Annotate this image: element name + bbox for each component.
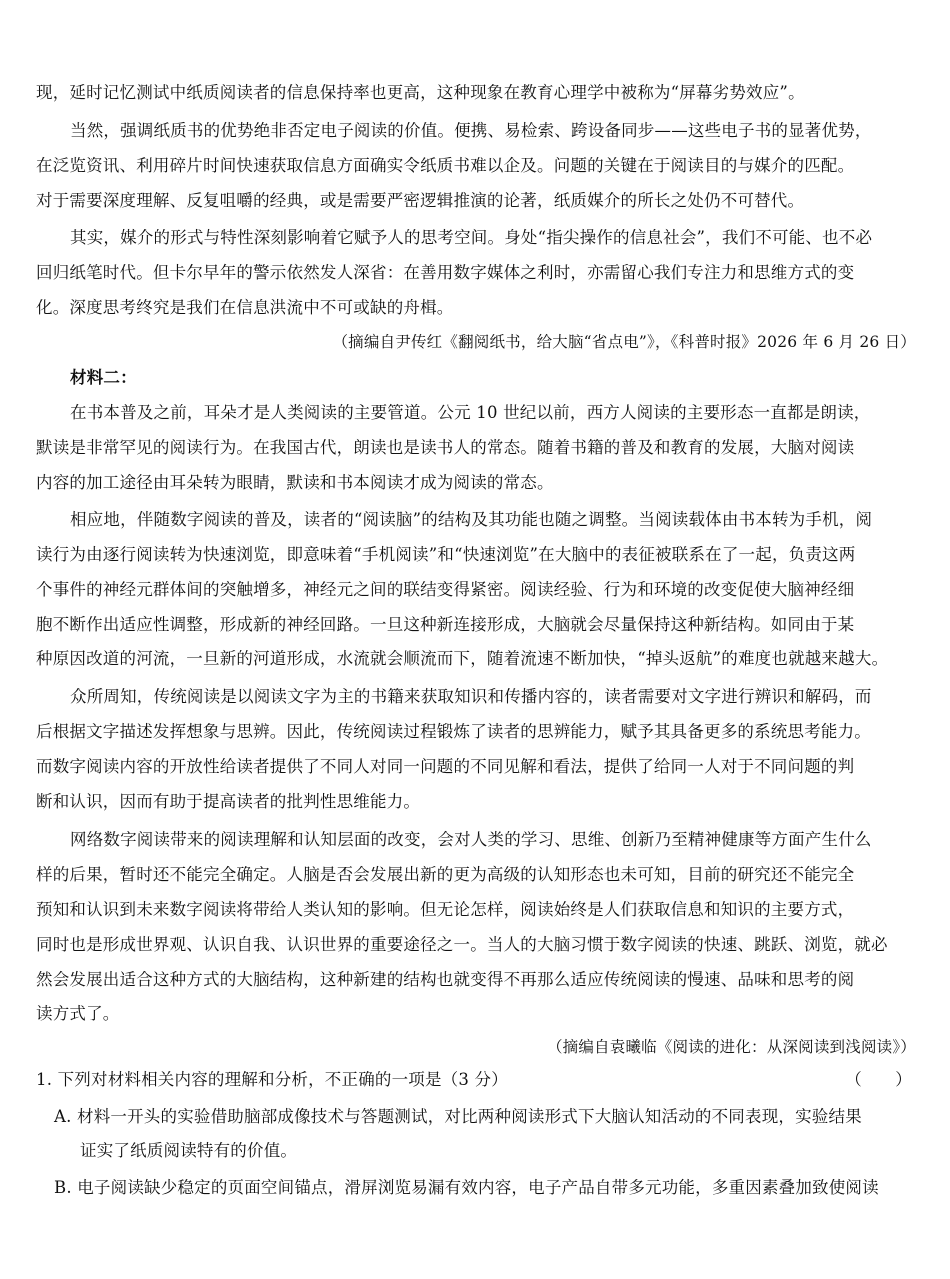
m2-line-16: 同时也是形成世界观、认识自我、认识世界的重要途径之一。当人的大脑习惯于数字阅读的快速、跳跃、浏览，就必 (36, 935, 888, 954)
m2-line-15: 预知和认识到未来数字阅读将带给人类认知的影响。但无论怎样，阅读始终是人们获取信息和知识的主要方式， (36, 900, 855, 919)
m2-source: （摘编自袁曦临《阅读的进化：从深阅读到浅阅读》） (546, 1038, 916, 1056)
m1-source: （摘编自尹传红《翻阅纸书，给大脑“省点电”》，《科普时报》2026 年 6 月 26 日） (332, 333, 916, 351)
m1-line-6: 回归纸笔时代。但卡尔早年的警示依然发人深省：在善用数字媒体之利时，亦需留心我们专注力和思维方式的变 (36, 263, 855, 282)
option-a-line-2: 证实了纸质阅读特有的价值。 (80, 1141, 298, 1160)
question-1-text: 1. 下列对材料相关内容的理解和分析，不正确的一项是（3 分） (36, 1070, 508, 1089)
m2-line-14: 样的后果，暂时还不能完全确定。人脑是否会发展出新的更为高级的认知形态也未可知，目前的研究还不能完全 (36, 865, 855, 884)
m2-line-18: 读方式了。 (36, 1004, 120, 1023)
m2-line-5: 读行为由逐行阅读转为快速浏览，即意味着“手机阅读”和“快速浏览”在大脑中的表征被联系在了一起，负责这两 (36, 545, 856, 564)
m1-line-1: 现，延时记忆测试中纸质阅读者的信息保持率也更高，这种现象在教育心理学中被称为“屏幕劣势效应”。 (36, 83, 805, 102)
option-a-line-1: A. 材料一开头的实验借助脑部成像技术与答题测试，对比两种阅读形式下大脑认知活动的不同表现，实验结果 (54, 1107, 862, 1126)
m2-line-2: 默读是非常罕见的阅读行为。在我国古代，朗读也是读书人的常态。随着书籍的普及和教育的发展，大脑对阅读 (36, 438, 855, 457)
m2-line-12: 断和认识，因而有助于提高读者的批判性思维能力。 (36, 792, 421, 811)
m2-line-6: 个事件的神经元群体间的突触增多，神经元之间的联结变得紧密。阅读经验、行为和环境的改变促使大脑神经细 (36, 580, 855, 599)
m2-line-9: 众所周知，传统阅读是以阅读文字为主的书籍来获取知识和传播内容的，读者需要对文字进行辨识和解码，而 (70, 687, 872, 706)
m2-line-7: 胞不断作出适应性调整，形成新的神经回路。一旦这种新连接形成，大脑就会尽量保持这种新结构。如同由于某 (36, 615, 855, 634)
m1-line-7: 化。深度思考终究是我们在信息洪流中不可或缺的舟楫。 (36, 298, 454, 317)
m2-heading: 材料二： (70, 368, 137, 387)
m2-line-1: 在书本普及之前，耳朵才是人类阅读的主要管道。公元 10 世纪以前，西方人阅读的主要形态一直都是朗读， (70, 403, 871, 422)
m2-line-10: 后根据文字描述发挥想象与思辨。因此，传统阅读过程锻炼了读者的思辨能力，赋予其具备更多的系统思考能力。 (36, 722, 871, 741)
m2-line-3: 内容的加工途径由耳朵转为眼睛，默读和书本阅读才成为阅读的常态。 (36, 473, 554, 492)
m2-line-8: 种原因改道的河流，一旦新的河道形成，水流就会顺流而下，随着流速不断加快，“掉头返航”的难度也就越来越大。 (36, 649, 889, 668)
m2-line-17: 然会发展出适合这种方式的大脑结构，这种新建的结构也就变得不再那么适应传统阅读的慢速、品味和思考的阅 (36, 970, 855, 989)
m2-line-11: 而数字阅读内容的开放性给读者提供了不同人对同一问题的不同见解和看法，提供了给同一人对于不同问题的判 (36, 757, 855, 776)
m1-line-2: 当然，强调纸质书的优势绝非否定电子阅读的价值。便携、易检索、跨设备同步——这些电子书的显著优势， (70, 121, 872, 140)
m1-line-4: 对于需要深度理解、反复咀嚼的经典，或是需要严密逻辑推演的论著，纸质媒介的所长之处仍不可替代。 (36, 191, 805, 210)
answer-parentheses: （ ） (845, 1070, 912, 1089)
m1-line-3: 在泛览资讯、利用碎片时间快速获取信息方面确实令纸质书难以企及。问题的关键在于阅读目的与媒介的匹配。 (36, 156, 855, 175)
m1-line-5: 其实，媒介的形式与特性深刻影响着它赋予人的思考空间。身处“指尖操作的信息社会”，我们不可能、也不必 (70, 228, 873, 247)
m2-line-13: 网络数字阅读带来的阅读理解和认知层面的改变，会对人类的学习、思维、创新乃至精神健康等方面产生什么 (70, 830, 872, 849)
question-1-stem (36, 1069, 916, 1091)
m2-line-4: 相应地，伴随数字阅读的普及，读者的“阅读脑”的结构及其功能也随之调整。当阅读载体由书本转为手机，阅 (70, 510, 873, 529)
option-b-line-1: B. 电子阅读缺少稳定的页面空间锚点，滑屏浏览易漏有效内容，电子产品自带多元功能，多重因素叠加致使阅读 (54, 1178, 879, 1197)
